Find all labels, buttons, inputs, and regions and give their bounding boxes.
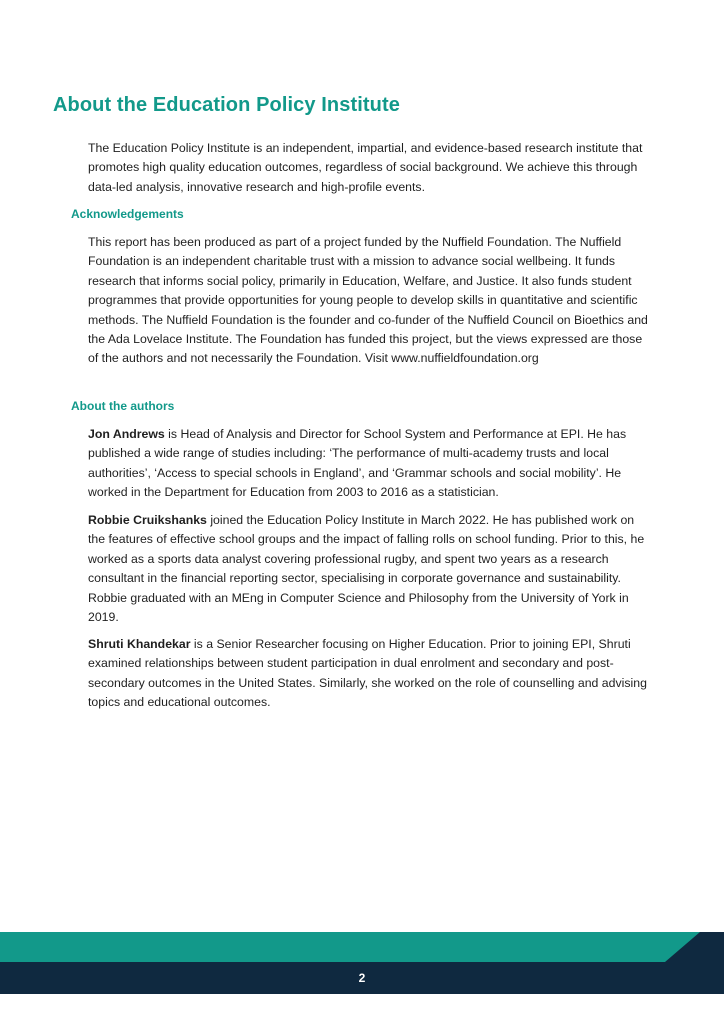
intro-paragraph: The Education Policy Institute is an independent, impartial, and evidence-based research institute that promotes high quality education outcomes, regardless of social background. We achieve this through data-led analysis, innovative research and high-profile events. [88, 141, 643, 194]
footer-corner-shape [665, 932, 724, 962]
acknowledgements-paragraph: This report has been produced as part of a project funded by the Nuffield Foundation. The Nuffield Foundation is an independent charitable trust with a mission to advance social wellbeing. It funds research that informs social policy, primarily in Education, Welfare, and Justice. It also funds student programmes that provide opportunities for young people to develop skills in quantitative and scientific methods. The Nuffield Foundation is the founder and co-funder of the Nuffield Council on Bioethics and the Ada Lovelace Institute. The Foundation has funded this project, but the views expressed are those of the authors and not necessarily the Foundation. Visit www.nuffieldfoundation.org [88, 235, 648, 366]
page-title: About the Education Policy Institute [53, 94, 400, 116]
author-bio-shruti-khandekar [88, 635, 648, 713]
author-bio-text: is Head of Analysis and Director for School System and Performance at EPI. He has published a wide range of studies including: ‘The performance of multi-academy trusts and local authorities’, ‘Access to special schools in England’, and ‘Grammar schools and social mobility’. He worked in the Department for Education from 2003 to 2016 as a statistician. [88, 427, 627, 500]
author-bio-jon-andrews [88, 425, 648, 503]
author-name: Jon Andrews [88, 427, 165, 441]
acknowledgements-heading: Acknowledgements [71, 207, 184, 221]
authors-heading: About the authors [71, 399, 175, 413]
author-bio-text: joined the Education Policy Institute in March 2022. He has published work on the features of effective school groups and the impact of falling rolls on school funding. Prior to this, he worked as a sports data analyst covering professional rugby, and spent two years as a research consultant in the financial reporting sector, specialising in corporate governance and sustainability. Robbie graduated with an MEng in Computer Science and Philosophy from the University of York in 2019. [88, 513, 645, 625]
author-bio-robbie-cruikshanks [88, 511, 648, 627]
footer-corner-wedge [0, 932, 724, 962]
author-name: Robbie Cruikshanks [88, 513, 207, 527]
author-name: Shruti Khandekar [88, 637, 191, 651]
author-bio-text: is a Senior Researcher focusing on Higher Education. Prior to joining EPI, Shruti examined relationships between student participation in dual enrolment and secondary and post-secondary outcomes in the United States. Similarly, she worked on the role of counselling and advising topics and educational outcomes. [88, 637, 647, 710]
page-number: 2 [358, 971, 366, 985]
